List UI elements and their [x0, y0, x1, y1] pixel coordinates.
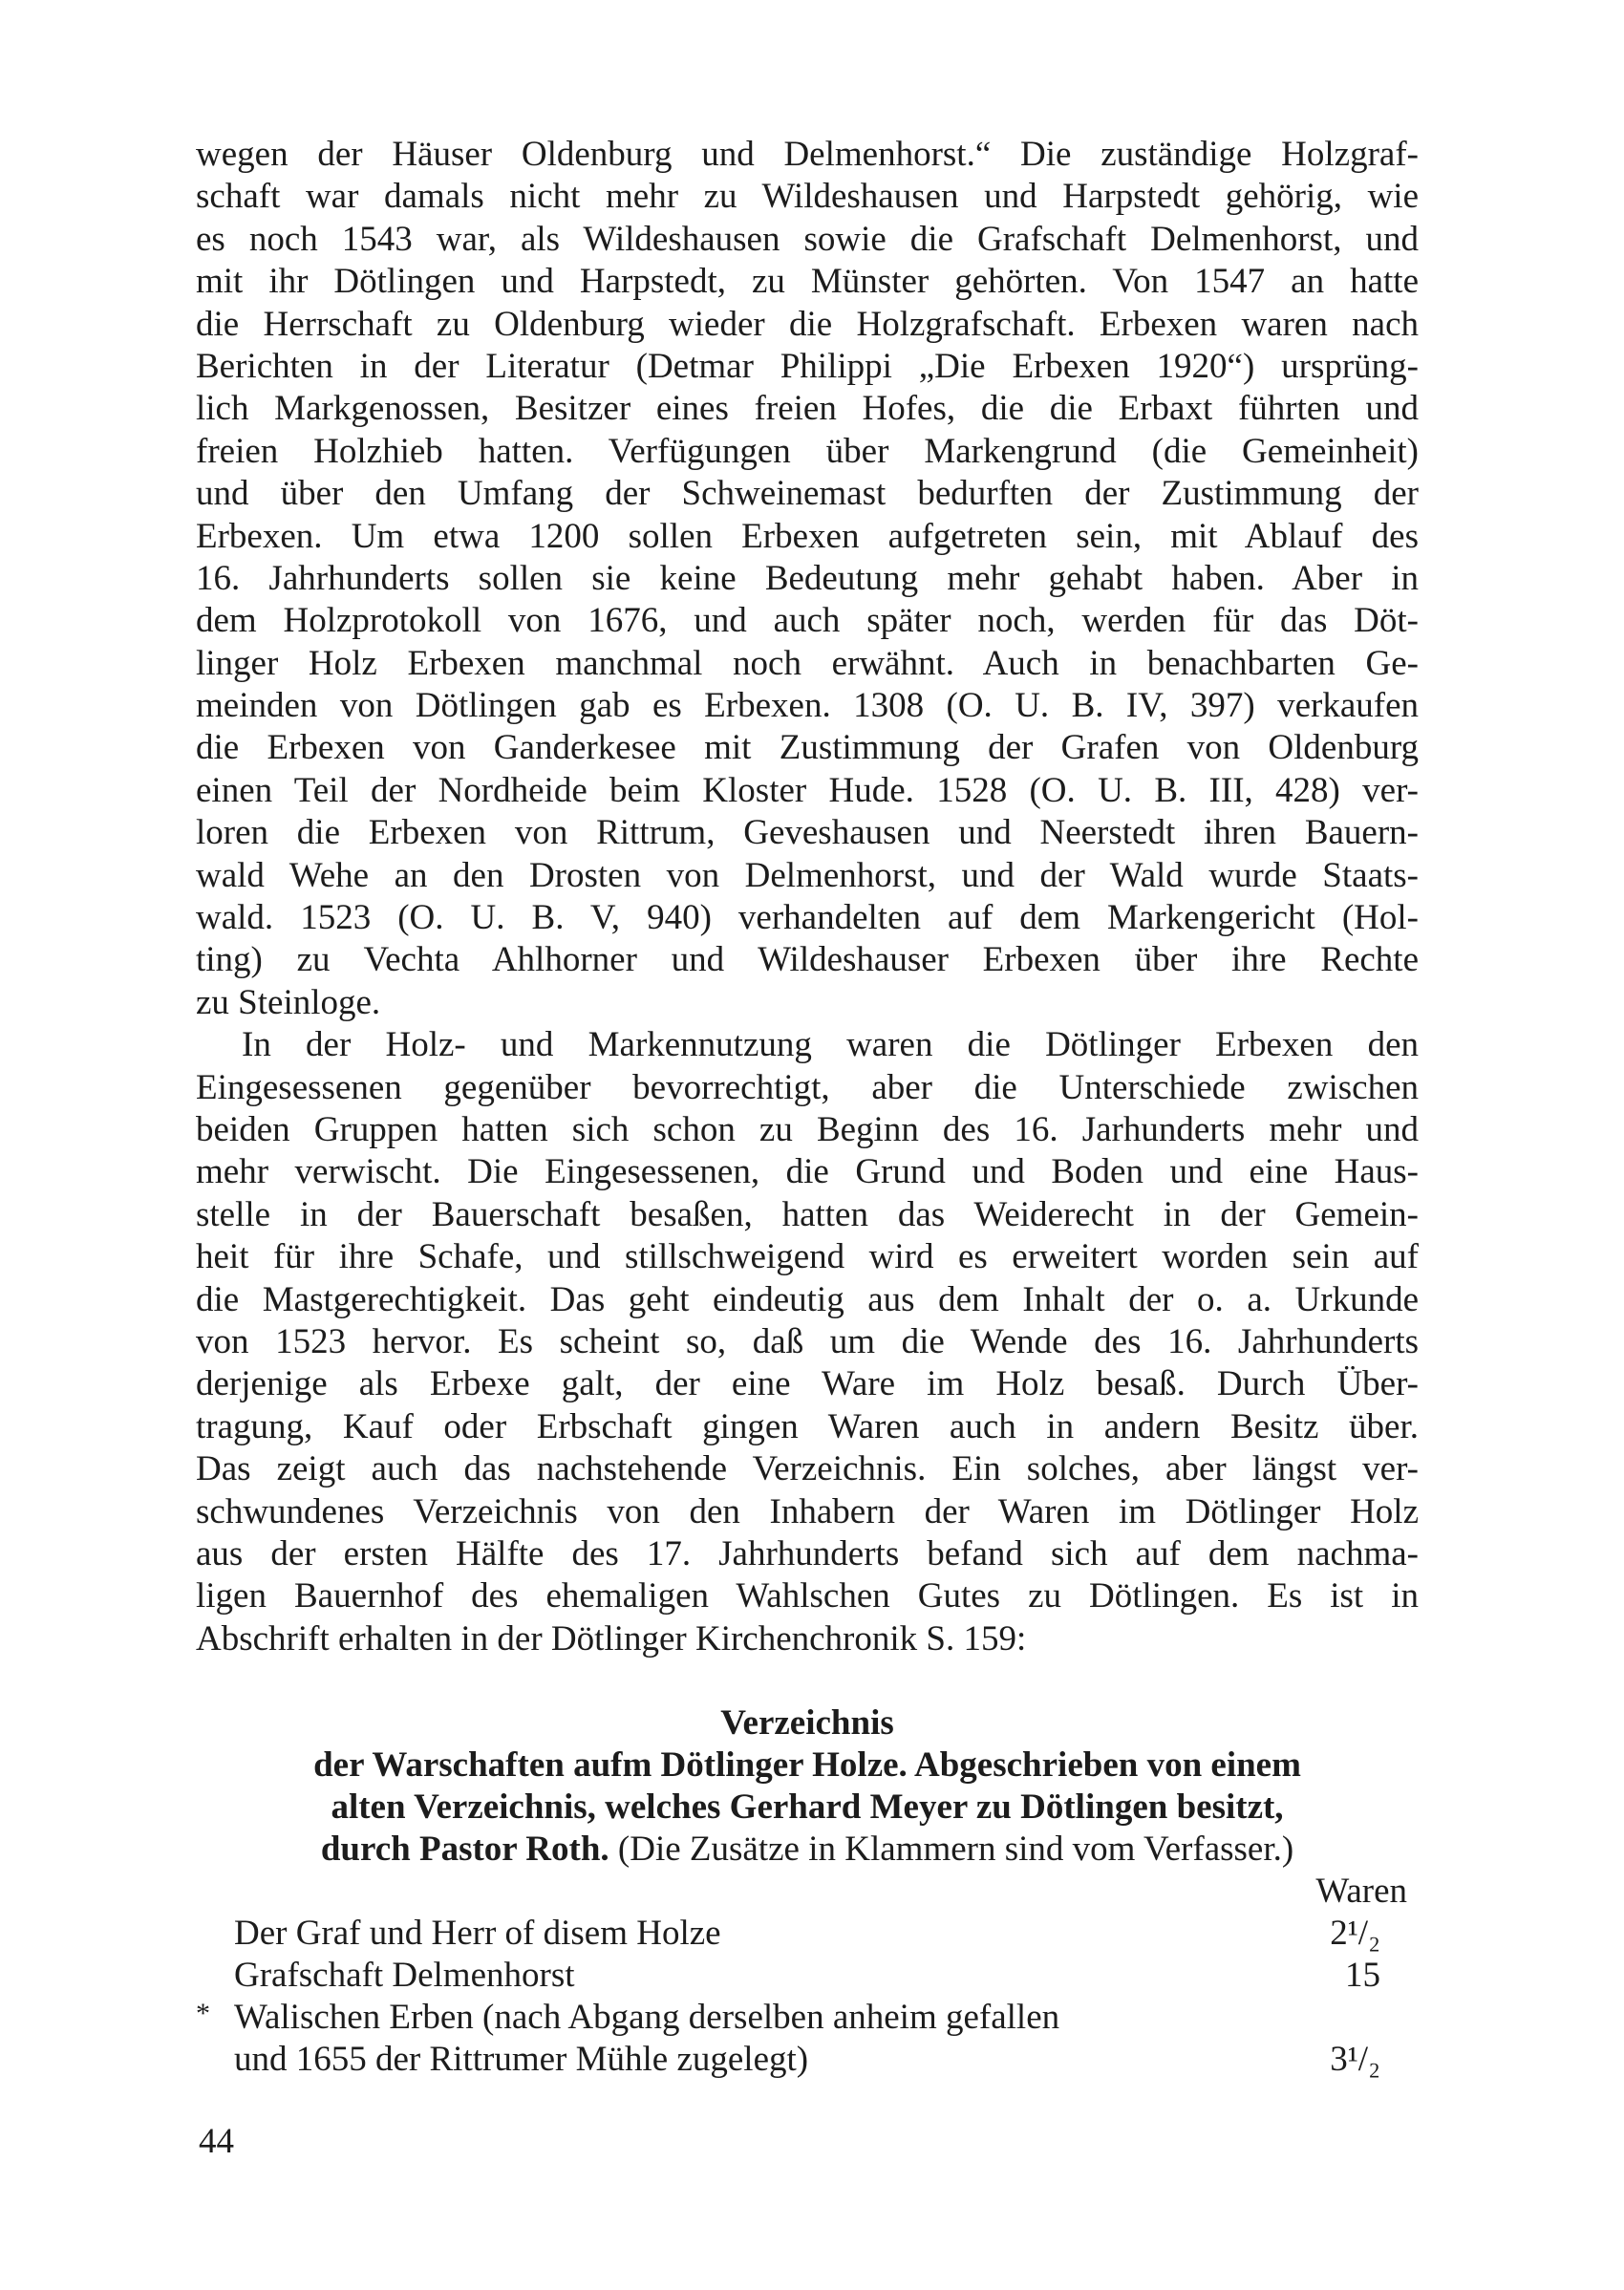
text-line: zu Steinloge.	[196, 982, 381, 1022]
text-line: die Mastgerechtigkeit. Das geht eindeutig aus dem Inhalt der o. a. Urkunde	[196, 1279, 1419, 1319]
text-line: Berichten in der Literatur (Detmar Philippi „Die Erbexen 1920“) ursprüng-	[196, 346, 1419, 386]
heading-line	[196, 1744, 1419, 1787]
text-line: es noch 1543 war, als Wildeshausen sowie die Grafschaft Delmenhorst, und	[196, 219, 1419, 259]
text-line: tragung, Kauf oder Erbschaft gingen Waren auch in andern Besitz über.	[196, 1406, 1419, 1446]
section-gap	[196, 1660, 1419, 1702]
page-number: 44	[199, 2122, 234, 2161]
text-line: wegen der Häuser Oldenburg und Delmenhorst.“ Die zuständige Holzgraf-	[196, 135, 1419, 174]
text-line: die Erbexen von Ganderkesee mit Zustimmung der Grafen von Oldenburg	[196, 728, 1419, 768]
table-row	[196, 1913, 1419, 1955]
text-line: loren die Erbexen von Rittrum, Geveshausen und Neerstedt ihren Bauern-	[196, 813, 1419, 853]
text-line: und über den Umfang der Schweinemast bedurften der Zustimmung der	[196, 474, 1419, 514]
text-line: ligen Bauernhof des ehemaligen Wahlschen Gutes zu Dötlingen. Es ist in	[196, 1576, 1419, 1616]
heading-line-2: alten Verzeichnis, welches Gerhard Meyer zu Dötlingen besitzt,	[331, 1787, 1284, 1828]
text-line: aus der ersten Hälfte des 17. Jahrhunderts befand sich auf dem nachma-	[196, 1533, 1419, 1573]
text-line: wald. 1523 (O. U. B. V, 940) verhandelten auf dem Markengericht (Hol-	[196, 898, 1419, 938]
heading-title: Verzeichnis	[720, 1703, 894, 1744]
row-value: 15	[1345, 1956, 1380, 1996]
text-line: dem Holzprotokoll von 1676, und auch später noch, werden für das Döt-	[196, 601, 1419, 641]
table-row	[196, 1997, 1419, 2039]
heading-line-3-bold: durch Pastor Roth.	[320, 1830, 609, 1870]
row-label: und 1655 der Rittrumer Mühle zugelegt)	[234, 2040, 809, 2080]
text-line: Erbexen. Um etwa 1200 sollen Erbexen aufgetreten sein, mit Ablauf des	[196, 516, 1419, 556]
list-heading	[196, 1702, 1419, 1871]
row-label: Walischen Erben (nach Abgang derselben anheim gefallen	[234, 1998, 1060, 2038]
text-line: 16. Jahrhunderts sollen sie keine Bedeutung mehr gehabt haben. Aber in	[196, 558, 1419, 598]
text-line: linger Holz Erbexen manchmal noch erwähnt. Auch in benachbarten Ge-	[196, 643, 1419, 683]
text-line: ting) zu Vechta Ahlhorner und Wildeshauser Erbexen über ihre Rechte	[196, 940, 1419, 980]
row-label: Grafschaft Delmenhorst	[234, 1956, 575, 1996]
text-line: mehr verwischt. Die Eingesessenen, die Grund und Boden und eine Haus-	[196, 1152, 1419, 1192]
row-value: 3¹/₂	[1330, 2040, 1380, 2080]
paragraph-2	[196, 1024, 1419, 1660]
page-content	[196, 134, 1419, 2081]
text-line: In der Holz- und Markennutzung waren die Dötlinger Erbexen den	[242, 1025, 1419, 1065]
text-line: die Herrschaft zu Oldenburg wieder die Holzgrafschaft. Erbexen waren nach	[196, 304, 1419, 344]
text-line: Abschrift erhalten in der Dötlinger Kirchenchronik S. 159:	[196, 1618, 1027, 1659]
heading-line-1: der Warschaften aufm Dötlinger Holze. Abgeschrieben von einem	[313, 1745, 1301, 1786]
text-line: wald Wehe an den Drosten von Delmenhorst, und der Wald wurde Staats-	[196, 855, 1419, 895]
table-row	[196, 1955, 1419, 1997]
text-line: Eingesessenen gegenüber bevorrechtigt, aber die Unterschiede zwischen	[196, 1067, 1419, 1107]
table-row	[196, 2039, 1419, 2081]
paragraph-1	[196, 134, 1419, 1024]
heading-line-3-rest: (Die Zusätze in Klammern sind vom Verfasser.)	[609, 1830, 1294, 1870]
column-header-waren: Waren	[1315, 1872, 1407, 1912]
waren-table	[196, 1871, 1419, 2081]
text-line: schaft war damals nicht mehr zu Wildeshausen und Harpstedt gehörig, wie	[196, 177, 1419, 217]
heading-line	[196, 1829, 1419, 1871]
text-line: beiden Gruppen hatten sich schon zu Beginn des 16. Jarhunderts mehr und	[196, 1109, 1419, 1149]
asterisk-marker: *	[196, 1998, 210, 2030]
text-line: lich Markgenossen, Besitzer eines freien Hofes, die die Erbaxt führten und	[196, 389, 1419, 429]
text-line: meinden von Dötlingen gab es Erbexen. 1308 (O. U. B. IV, 397) verkaufen	[196, 686, 1419, 726]
text-line: einen Teil der Nordheide beim Kloster Hude. 1528 (O. U. B. III, 428) ver-	[196, 770, 1419, 810]
text-line: freien Holzhieb hatten. Verfügungen über Markengrund (die Gemeinheit)	[196, 431, 1419, 471]
text-line: mit ihr Dötlingen und Harpstedt, zu Münster gehörten. Von 1547 an hatte	[196, 262, 1419, 302]
row-label: Der Graf und Herr of disem Holze	[234, 1914, 721, 1954]
text-line: derjenige als Erbexe galt, der eine Ware im Holz besaß. Durch Über-	[196, 1364, 1419, 1404]
text-line: stelle in der Bauerschaft besaßen, hatten das Weiderecht in der Gemein-	[196, 1194, 1419, 1234]
text-line: schwundenes Verzeichnis von den Inhabern der Waren im Dötlinger Holz	[196, 1491, 1419, 1531]
text-line: von 1523 hervor. Es scheint so, daß um die Wende des 16. Jahrhunderts	[196, 1321, 1419, 1361]
text-line: heit für ihre Schafe, und stillschweigend wird es erweitert worden sein auf	[196, 1237, 1419, 1277]
heading-line	[196, 1787, 1419, 1829]
text-line: Das zeigt auch das nachstehende Verzeichnis. Ein solches, aber längst ver-	[196, 1449, 1419, 1489]
row-value: 2¹/₂	[1330, 1914, 1380, 1954]
